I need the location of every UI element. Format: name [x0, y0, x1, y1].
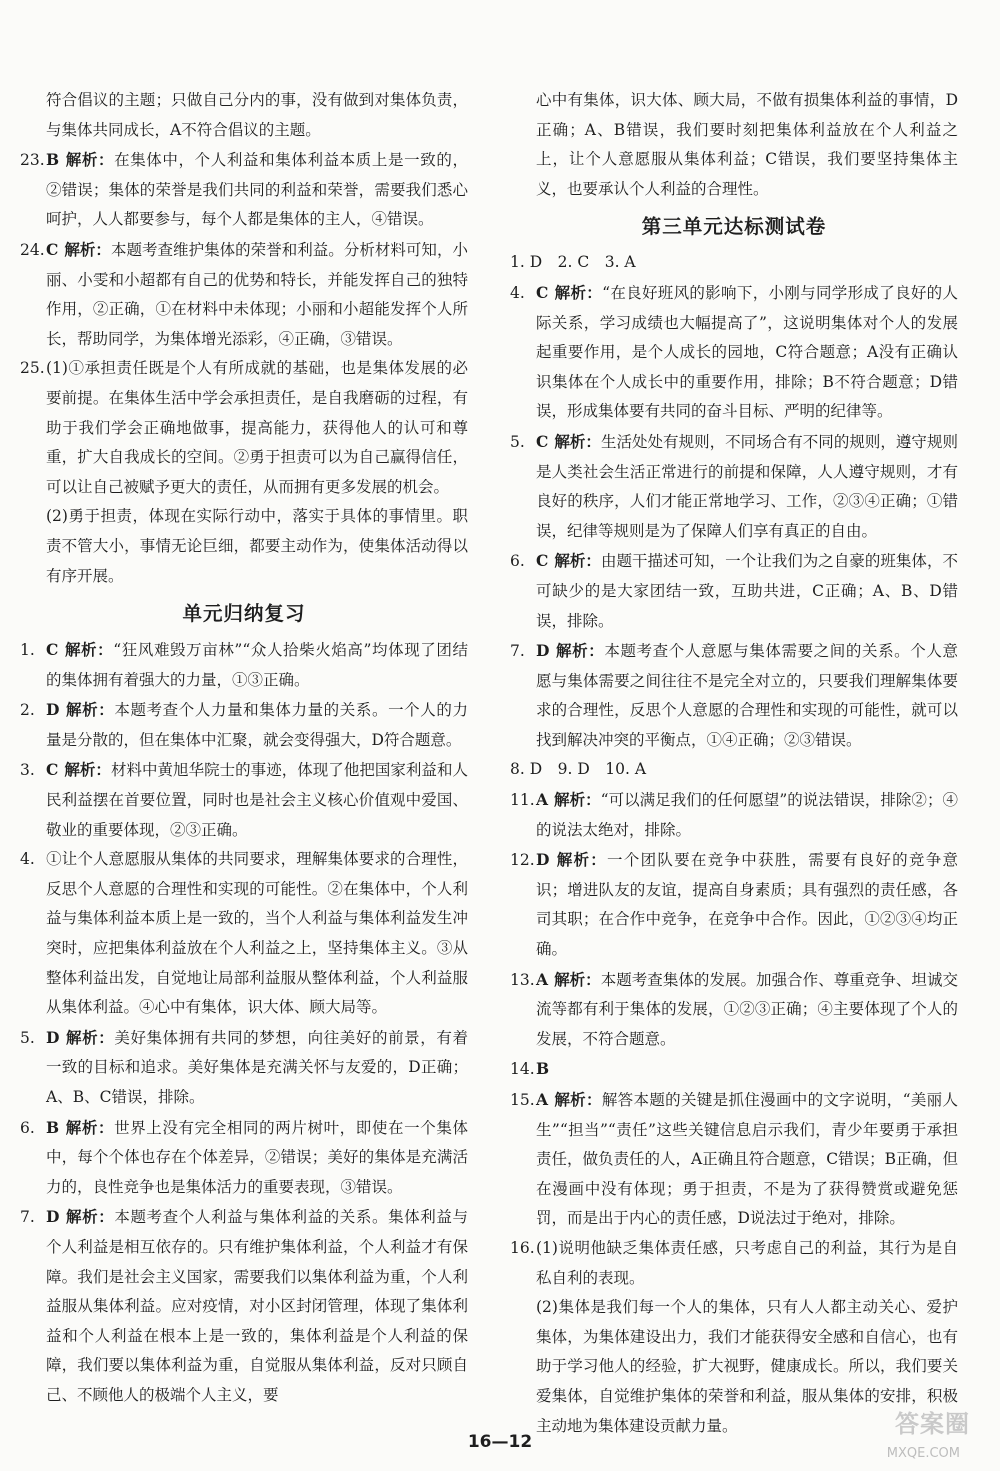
- test-answers-8-10: 8. D 9. D 10. A: [510, 760, 647, 779]
- left-column: [20, 86, 468, 1411]
- test-item-7: 7. D 解析：本题考查个人意愿与集体需要之间的关系。个人意愿与集体需要之间往往不是完全对立的，只要我们理解集体要求的合理性，反思个人意愿的合理性和实现的可能性，就可以找到解决冲突的平衡点，①④正确；②③错误。: [510, 641, 958, 749]
- page-number: 16—12: [467, 1432, 533, 1452]
- test-item-11: 11.A 解析：“可以满足我们的任何愿望”的说法错误，排除②；④的说法太绝对，排除。: [510, 790, 958, 839]
- test-item-12: 12.D 解析：一个团队要在竞争中获胜，需要有良好的竞争意识；增进队友的友谊，提高自身素质；具有强烈的责任感，各司其职；在合作中竞争，在竞争中合作。因此，①②③④均正确。: [510, 850, 958, 959]
- test-item-13: 13.A 解析：本题考查集体的发展。加强合作、尊重竞争、坦诚交流等都有利于集体的发展，①②③正确；④主要体现了个人的发展，不符合题意。: [510, 969, 958, 1048]
- answer-item-25: 25.(1)①承担责任既是个人有所成就的基础，也是集体发展的必要前提。在集体生活中学会承担责任，是自我磨砺的过程，有助于我们学会正确地做事，提高能力，获得他人的认可和尊重，扩大自我成长的空间。②勇于担责可以为自己赢得信任，可以让自己被赋予更大的责任，从而拥有更多发展的机会。: [20, 359, 468, 496]
- answer-item-24: 24.C 解析：本题考查维护集体的荣誉和利益。分析材料可知，小丽、小雯和小超都有自己的优势和特长，并能发挥自己的独特作用，②正确，①在材料中未体现；小丽和小超能发挥个人所长，帮助同学，为集体增光添彩，④正确，③错误。: [20, 239, 468, 348]
- test-item-6: 6. C 解析：由题干描述可知，一个让我们为之自豪的班集体，不可缺少的是大家团结一致，互助共进，C正确；A、B、D错误，排除。: [510, 551, 958, 630]
- section-heading-unit-test: 第三单元达标测试卷: [641, 215, 827, 239]
- review-item-7: 7. D 解析：本题考查个人利益与集体利益的关系。集体利益与个人利益是相互依存的。只有维护集体利益，个人利益才有保障。我们是社会主义国家，需要我们以集体利益为重，个人利益服从集体利益。应对疫情，对小区封闭管理，体现了集体利益和个人利益在根本上是一致的，集体利益是个人利益的保障，我们要以集体利益为重，自觉服从集体利益，反对只顾自己、不顾他人的极端个人主义，要: [20, 1207, 468, 1404]
- answer-item-23: 23.B 解析：在集体中，个人利益和集体利益本质上是一致的，②错误；集体的荣誉是我们共同的利益和荣誉，需要我们悉心呵护，人人都要参与，每个人都是集体的主人，④错误。: [20, 150, 468, 229]
- review-item-6: 6. B 解析：世界上没有完全相同的两片树叶，即使在一个集体中，每个个体也存在个体差异，②错误；美好的集体是充满活力的，良性竞争也是集体活力的重要表现，③错误。: [20, 1117, 468, 1196]
- right-carryover-paragraph: 心中有集体，识大体、顾大局，不做有损集体利益的事情，D正确；A、B错误，我们要时刻把集体利益放在个人利益之上，让个人意愿服从集体利益；C错误，我们要坚持集体主义，也要承认个人利益的合理性。: [536, 91, 958, 198]
- left-carryover-paragraph: 符合倡议的主题；只做自己分内的事，没有做到对集体负责，与集体共同成长，A不符合倡议的主题。: [46, 91, 468, 139]
- test-item-15: 15.A 解析：解答本题的关键是抓住漫画中的文字说明，“美丽人生”“担当”“责任”这些关键信息启示我们，青少年要勇于承担责任，做负责任的人，A正确且符合题意，C错误；B正确，但在漫画中没有体现；勇于担责，不是为了获得赞赏或避免惩罚，而是出于内心的责任感，D说法过于绝对，排除。: [510, 1090, 958, 1228]
- watermark-logo: 答案圈: [895, 1410, 970, 1438]
- review-item-5: 5. D 解析：美好集体拥有共同的梦想，向往美好的前景，有着一致的目标和追求。美好集体是充满关怀与友爱的，D正确；A、B、C错误，排除。: [20, 1027, 468, 1106]
- test-item-5: 5. C 解析：生活处处有规则，不同场合有不同的规则，遵守规则是人类社会生活正常进行的前提和保障，人人遵守规则，才有良好的秩序，人们才能正常地学习、工作，②③④正确；①错误，纪律等规则是为了保障人们享有真正的自由。: [510, 431, 958, 540]
- watermark-url: MXQE.COM: [886, 1446, 960, 1461]
- review-item-4: 4. ①让个人意愿服从集体的共同要求，理解集体要求的合理性，反思个人意愿的合理性和实现的可能性。②在集体中，个人利益与集体利益本质上是一致的，当个人利益与集体利益发生冲突时，应把集体利益放在个人利益之上，坚持集体主义。③从整体利益出发，自觉地让局部利益服从整体利益，个人利益服从集体利益。④心中有集体，识大体、顾大局等。: [20, 850, 468, 1017]
- test-answers-1-3: 1. D 2. C 3. A: [510, 253, 636, 272]
- test-item-14: 14.B: [510, 1059, 550, 1079]
- section-heading-unit-review: 单元归纳复习: [182, 602, 306, 626]
- test-item-16-part2: (2)集体是我们每一个人的集体，只有人人都主动关心、爱护集体，为集体建设出力，我们才能获得安全感和自信心，也有助于学习他人的经验，扩大视野，健康成长。所以，我们要关爱集体，自觉维护集体的荣誉和利益，服从集体的安排，积极主动地为集体建设贡献力量。: [536, 1298, 958, 1435]
- answer-item-25-part2: (2)勇于担责，体现在实际行动中，落实于具体的事情里。职责不管大小，事情无论巨细，都要主动作为，使集体活动得以有序开展。: [46, 507, 468, 585]
- right-column: [510, 86, 958, 1441]
- review-item-2: 2. D 解析：本题考查个人力量和集体力量的关系。一个人的力量是分散的，但在集体中汇聚，就会变得强大，D符合题意。: [20, 700, 468, 749]
- test-item-16: 16.(1)说明他缺乏集体责任感，只考虑自己的利益，其行为是自私自利的表现。: [510, 1238, 958, 1287]
- review-item-1: 1. C 解析：“狂风难毁万亩林”“众人拾柴火焰高”均体现了团结的集体拥有着强大的力量，①③正确。: [20, 640, 468, 689]
- test-item-4: 4. C 解析：“在良好班风的影响下，小刚与同学形成了良好的人际关系，学习成绩也大幅提高了”，这说明集体对个人的发展起重要作用，是个人成长的园地，C符合题意；A没有正确认识集体在个人成长中的重要作用，排除；B不符合题意；D错误，形成集体要有共同的奋斗目标、严明的纪律等。: [510, 282, 958, 421]
- review-item-3: 3. C 解析：材料中黄旭华院士的事迹，体现了他把国家利益和人民利益摆在首要位置，同时也是社会主义核心价值观中爱国、敬业的重要体现，②③正确。: [20, 760, 468, 839]
